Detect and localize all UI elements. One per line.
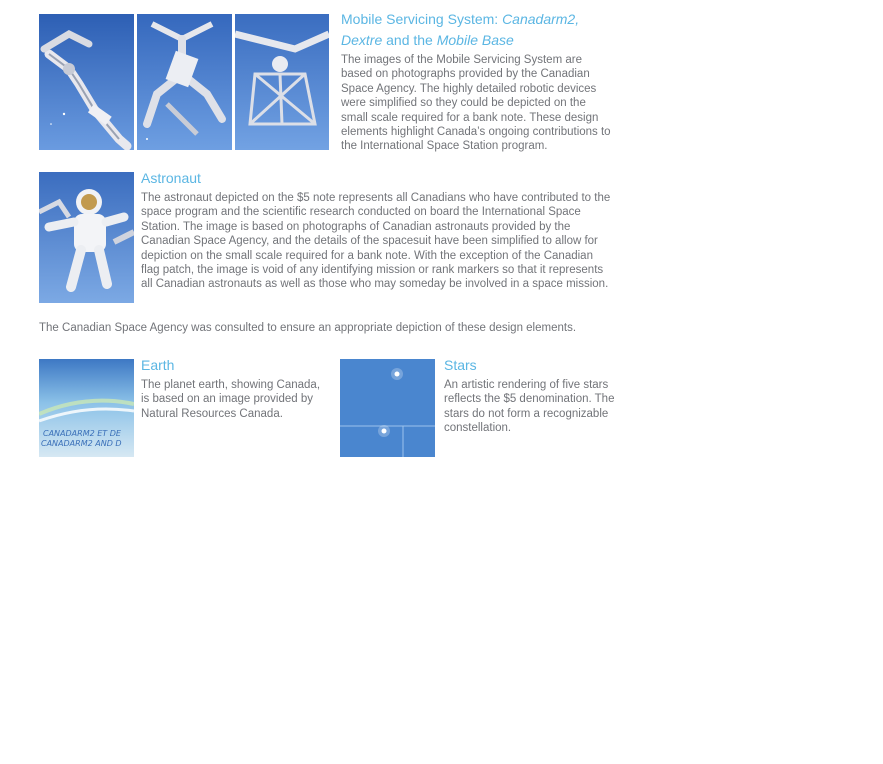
mss-title-mobile-base: Mobile Base xyxy=(436,32,514,48)
mss-title-canadarm2: Canadarm2, xyxy=(502,11,580,27)
astronaut-image xyxy=(39,172,134,303)
earth-body: The planet earth, showing Canada, is based on an image provided by Natural Resources Canada. xyxy=(141,379,321,420)
earth-image-text-1: CANADARM2 ET DE xyxy=(43,429,121,438)
mss-title-dextre: Dextre xyxy=(341,32,383,48)
mobile-base-image xyxy=(235,14,329,150)
consulted-note: The Canadian Space Agency was consulted to ensure an appropriate depiction of these design elements. xyxy=(39,322,577,334)
earth-image xyxy=(39,359,134,457)
astronaut-body: The astronaut depicted on the $5 note represents all Canadians who have contributed to the space program and the scientific research conducted on board the International Space Station. The image is based on photographs of Canadian astronauts provided by the Canadian Space Agency, and the details of the spacesuit have been simplified to allow for depiction on the small scale required for a bank note. With the exception of the Canadian flag patch, the image is void of any identifying mission or rank markers so that it represents all Canadian astronauts as well as those who may someday be involved in a space mission. xyxy=(141,192,611,291)
stars-heading: Stars xyxy=(444,357,477,373)
earth-image-text-2: CANADARM2 AND D xyxy=(41,439,122,448)
stars-image xyxy=(340,359,435,457)
mss-heading xyxy=(341,9,611,51)
astronaut-heading: Astronaut xyxy=(141,170,201,186)
canadarm2-image xyxy=(39,14,134,150)
dextre-image xyxy=(137,14,232,150)
stars-body: An artistic rendering of five stars reflects the $5 denomination. The stars do not form a recognizable constellation. xyxy=(444,379,615,435)
mss-title-and-the: and the xyxy=(382,32,437,48)
earth-heading: Earth xyxy=(141,357,175,373)
mss-body: The images of the Mobile Servicing System are based on photographs provided by the Canadian Space Agency. The highly detailed robotic devices were simplified so they could be depicted on the small scale required for a bank note. These design elements highlight Canada’s ongoing contributions to the International Space Station program. xyxy=(341,54,611,153)
mss-title-prefix: Mobile Servicing System: xyxy=(341,11,503,27)
